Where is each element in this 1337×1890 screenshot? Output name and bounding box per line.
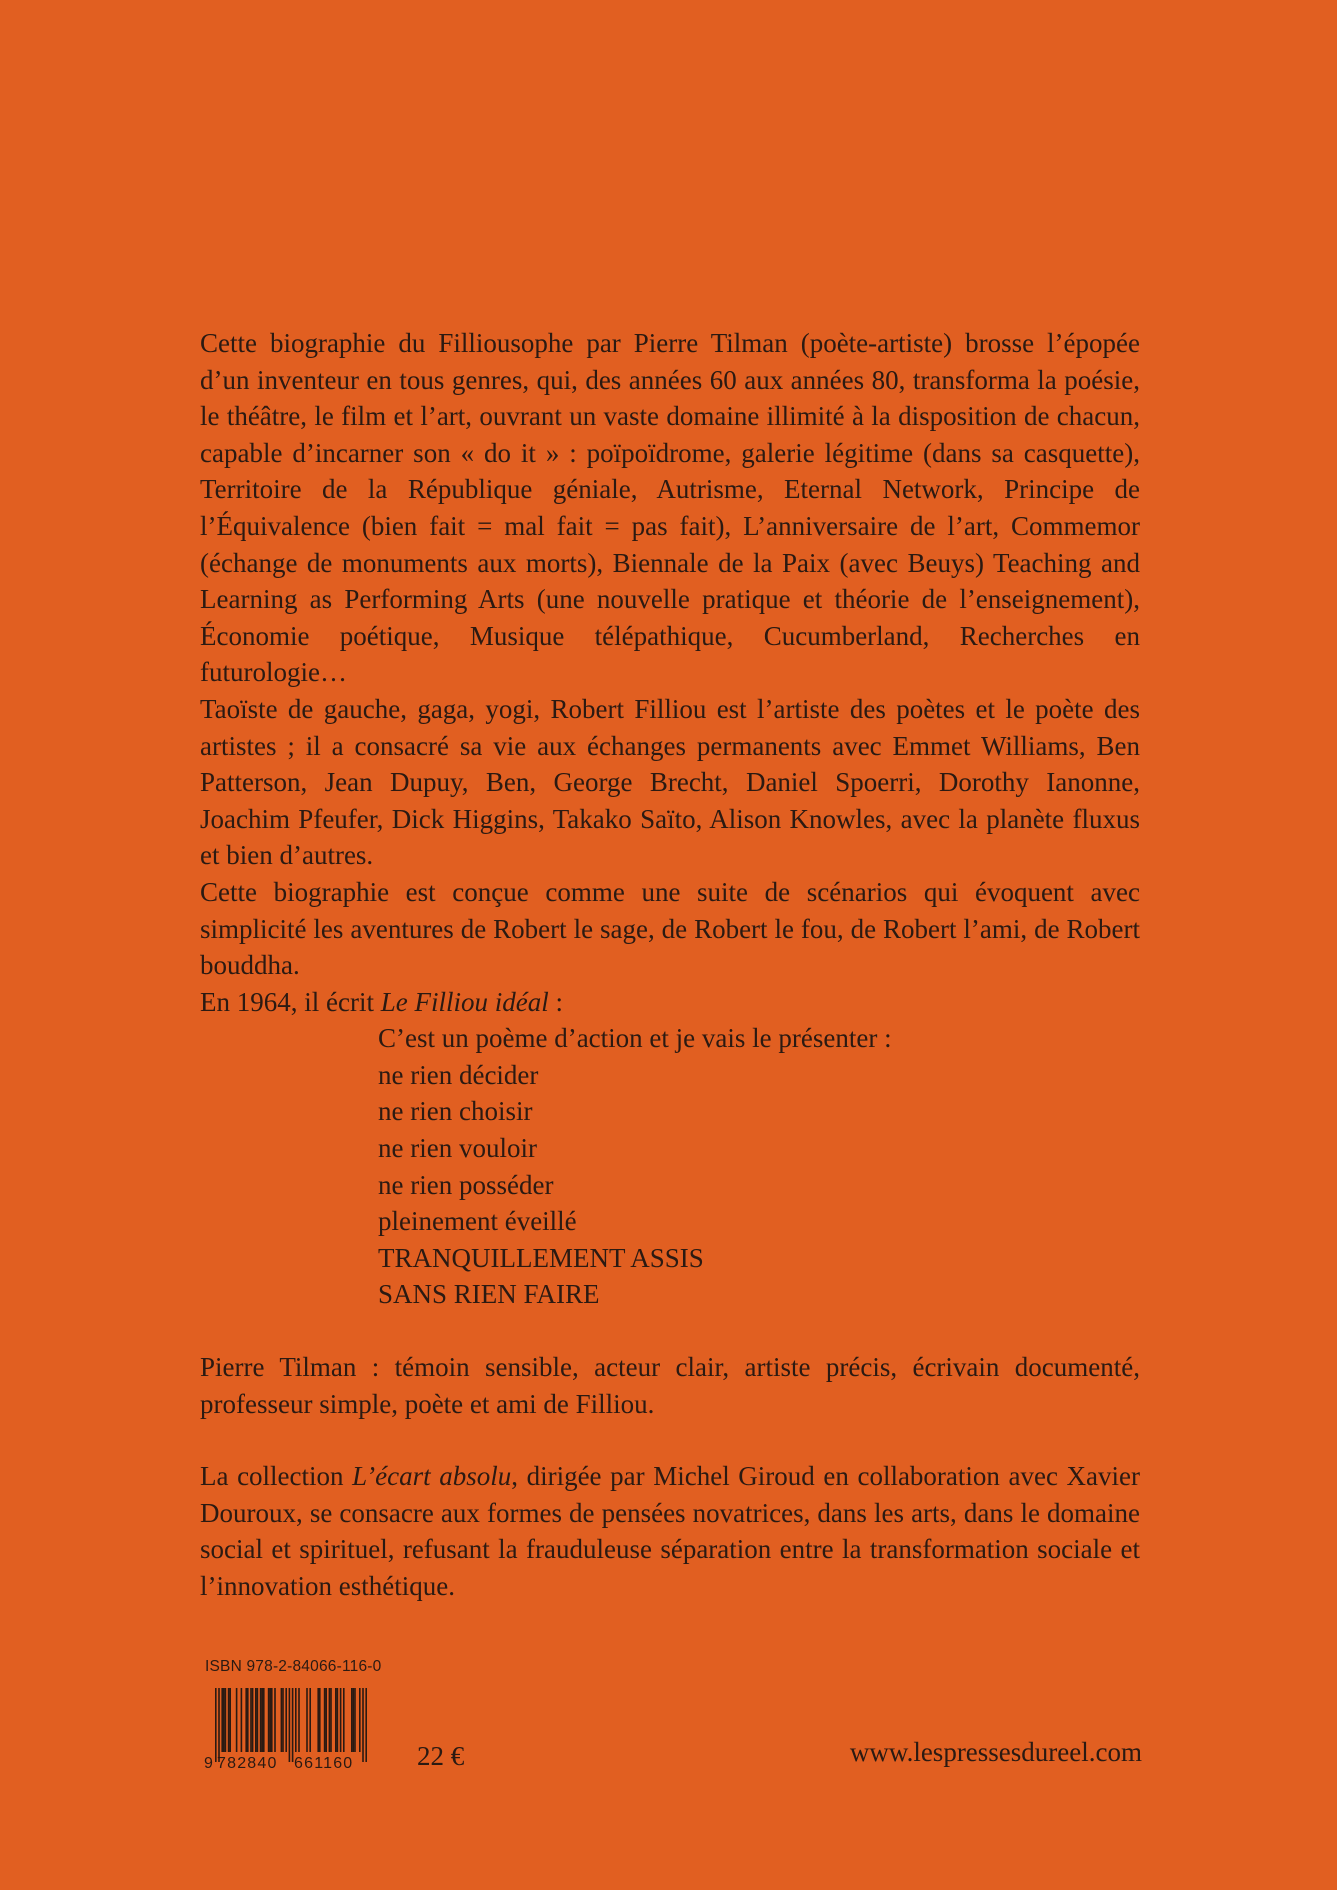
barcode-digits-left: 782840 xyxy=(217,1755,278,1770)
poem-line: pleinement éveillé xyxy=(378,1206,577,1237)
barcode-bar xyxy=(268,1688,270,1752)
author-bio: Pierre Tilman : témoin sensible, acteur clair, artiste précis, écrivain documenté, professeur simple, poète et ami de Filliou. xyxy=(200,1352,1140,1419)
barcode xyxy=(203,1688,381,1770)
barcode-bar xyxy=(215,1688,217,1762)
barcode-bar xyxy=(329,1688,331,1752)
barcode-bar xyxy=(354,1688,356,1752)
poem-intro xyxy=(200,984,1140,1021)
concept-paragraph: Cette biographie est conçue comme une suite de scénarios qui évoquent avec simplicité les aventures de Robert le sage, de Robert le fou, de Robert l’ami, de Robert bouddha. xyxy=(200,876,1140,981)
barcode-bar xyxy=(330,1688,332,1752)
barcode-bar xyxy=(225,1688,227,1752)
summary-paragraph: Cette biographie du Filliousophe par Pierre Tilman (poète-artiste) brosse l’épopée d’un inventeur en tous genres, qui, des années 60 aux années 80, transforma la poésie, le théâtre, le film et l’art, ouvrant un vaste domaine illimité à la disposition de chacun, capable d’incarner son « do it » : poïpoïdrome, galerie légitime (dans sa casquette), Territoire de la République géniale, Autrisme, Eternal Network, Principe de l’Équivalence (bien fait = mal fait = pas fait), L’anniversaire de l’art, Commemor (échange de monuments aux morts), Biennale de la Paix (avec Beuys) Teaching and Learning as Performing Arts (une nouvelle pratique et théorie de l’enseignement), Économie poétique, Musique télépathique, Cucumberland, Recherches en futurologie… xyxy=(200,328,1140,688)
influences-paragraph: Taoïste de gauche, gaga, yogi, Robert Filliou est l’artiste des poètes et le poète des artistes ; il a consacré sa vie aux échanges permanents avec Emmet Williams, Ben Patterson, Jean Dupuy, Ben, George Brecht, Daniel Spoerri, Dorothy Ianonne, Joachim Pfeufer, Dick Higgins, Takako Saïto, Alison Knowles, avec la planète fluxus et bien d’autres. xyxy=(200,693,1140,871)
barcode-bar xyxy=(359,1688,361,1752)
barcode-bar xyxy=(260,1688,262,1752)
poem-intro-prefix: En 1964, il écrit xyxy=(200,986,381,1017)
barcode-bar xyxy=(309,1688,311,1752)
barcode-bar xyxy=(324,1688,326,1752)
poem-line: TRANQUILLEMENT ASSIS xyxy=(378,1242,704,1273)
barcode-digits-right: 661160 xyxy=(294,1755,354,1770)
isbn-label: ISBN 978-2-84066-116-0 xyxy=(205,1658,382,1675)
poem-line: ne rien décider xyxy=(378,1059,539,1090)
barcode-bar xyxy=(317,1688,319,1752)
poem-line: SANS RIEN FAIRE xyxy=(378,1279,600,1310)
barcode-bar xyxy=(274,1688,276,1752)
barcode-bar xyxy=(285,1688,287,1752)
barcode-bar xyxy=(282,1688,284,1752)
barcode-bar xyxy=(236,1688,238,1752)
barcode-bar xyxy=(340,1688,342,1752)
barcode-bar xyxy=(351,1688,353,1752)
barcode-bar xyxy=(271,1688,273,1752)
barcode-bar xyxy=(221,1688,223,1752)
barcode-bar xyxy=(319,1688,321,1752)
barcode-bar xyxy=(223,1688,225,1752)
barcode-bar xyxy=(325,1688,327,1752)
barcode-bar xyxy=(362,1688,364,1762)
poem-title: Le Filliou idéal xyxy=(380,986,549,1017)
poem-line: ne rien vouloir xyxy=(378,1133,537,1164)
barcode-bar xyxy=(257,1688,259,1752)
barcode-bar xyxy=(241,1688,243,1752)
barcode-bar xyxy=(228,1688,230,1752)
poem-intro-suffix: : xyxy=(548,986,563,1017)
cover-text-block xyxy=(200,325,1140,1605)
barcode-bars xyxy=(215,1688,367,1762)
barcode-bar xyxy=(292,1688,294,1762)
barcode-bar xyxy=(289,1688,291,1762)
collection-paragraph xyxy=(200,1458,1140,1604)
barcode-bar xyxy=(261,1688,263,1752)
price: 22 € xyxy=(417,1741,465,1771)
barcode-bar xyxy=(353,1688,355,1752)
collection-name: L’écart absolu xyxy=(352,1461,512,1492)
barcode-bar xyxy=(255,1688,257,1752)
poem-line: ne rien choisir xyxy=(378,1096,533,1127)
barcode-bar xyxy=(218,1688,220,1762)
barcode-bar xyxy=(365,1688,367,1762)
barcode-digit-first: 9 xyxy=(204,1755,213,1770)
spacer xyxy=(200,1313,1140,1349)
barcode-bar xyxy=(263,1688,265,1752)
poem xyxy=(200,1020,1140,1313)
barcode-bar xyxy=(281,1688,283,1752)
poem-line: ne rien posséder xyxy=(378,1169,554,1200)
collection-suffix: , dirigée par Michel Giroud en collaboration avec Xavier Douroux, se consacre aux formes de pensées novatrices, dans les arts, dans le domaine social et spirituel, refusant la frauduleuse séparation entre la transformation sociale et l’innovation esthétique. xyxy=(200,1461,1141,1601)
barcode-bar xyxy=(337,1688,339,1752)
barcode-bar xyxy=(229,1688,231,1752)
barcode-bar xyxy=(252,1688,254,1752)
barcode-bar xyxy=(269,1688,271,1752)
barcode-bar xyxy=(306,1688,308,1752)
barcode-bar xyxy=(335,1688,337,1752)
collection-prefix: La collection xyxy=(200,1461,353,1492)
barcode-bar xyxy=(250,1688,252,1752)
poem-line: C’est un poème d’action et je vais le présenter : xyxy=(378,1023,892,1054)
publisher-website: www.lespressesdureel.com xyxy=(849,1737,1142,1767)
barcode-bar xyxy=(247,1688,249,1752)
barcode-bar xyxy=(343,1688,345,1752)
barcode-bar xyxy=(298,1688,300,1752)
barcode-graphic xyxy=(203,1688,381,1770)
barcode-bar xyxy=(295,1688,297,1752)
spacer xyxy=(200,1422,1140,1458)
barcode-bar xyxy=(245,1688,247,1752)
